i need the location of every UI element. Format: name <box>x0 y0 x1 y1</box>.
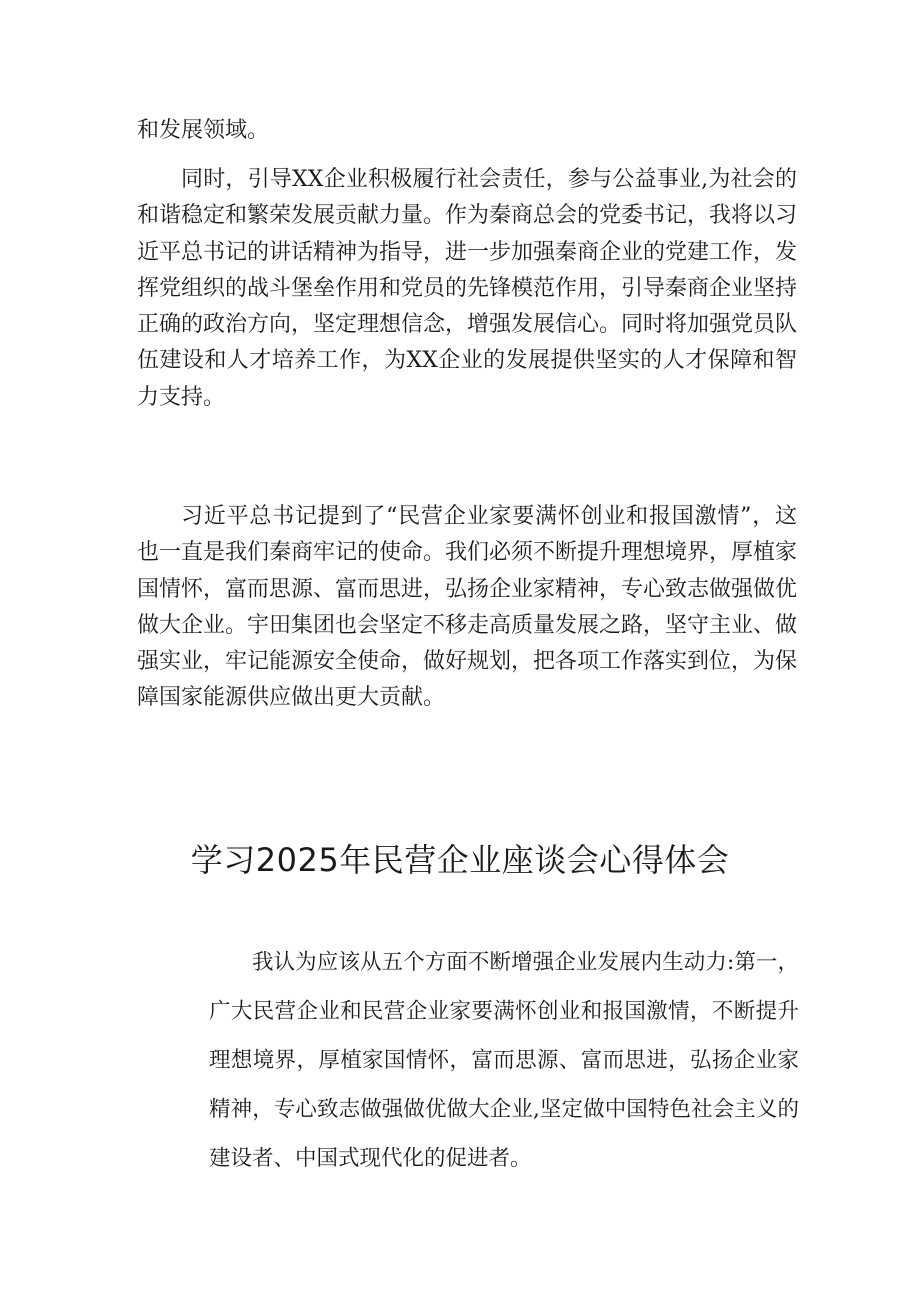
paragraph-social-responsibility: 同时，引导XX企业积极履行社会责任，参与公益事业,为社会的和谐稳定和繁荣发展贡献力量。作为秦商总会的党委书记，我将以习近平总书记的讲话精神为指导，进一步加强秦商企业的党建工作，发挥党组织的战斗堡垒作用和党员的先锋模范作用，引导秦商企业坚持正确的政治方向，坚定理想信念，增强发展信心。同时将加强党员队伍建设和人才培养工作，为XX企业的发展提供坚实的人才保障和智力支持。 <box>137 167 798 410</box>
section-title: 学习2025年民营企业座谈会心得体会 <box>190 841 730 879</box>
paragraph-continuation: 和发展领域。 <box>137 118 270 143</box>
paragraph-development-drivers: 我认为应该从五个方面不断增强企业发展内生动力:第一，广大民营企业和民营企业家要满怀创业和报国激情，不断提升理想境界，厚植家国情怀，富而思源、富而思进，弘扬企业家精神，专心致志做强做优做大企业,坚定做中国特色社会主义的建设者、中国式现代化的促进者。 <box>209 950 799 1171</box>
paragraph-entrepreneur-mission: 习近平总书记提到了“民营企业家要满怀创业和报国激情”，这也一直是我们秦商牢记的使命。我们必须不断提升理想境界，厚植家国情怀，富而思源、富而思进，弘扬企业家精神，专心致志做强做优做大企业。宇田集团也会坚定不移走高质量发展之路，坚守主业、做强实业，牢记能源安全使命，做好规划，把各项工作落实到位，为保障国家能源供应做出更大贡献。 <box>137 504 798 711</box>
